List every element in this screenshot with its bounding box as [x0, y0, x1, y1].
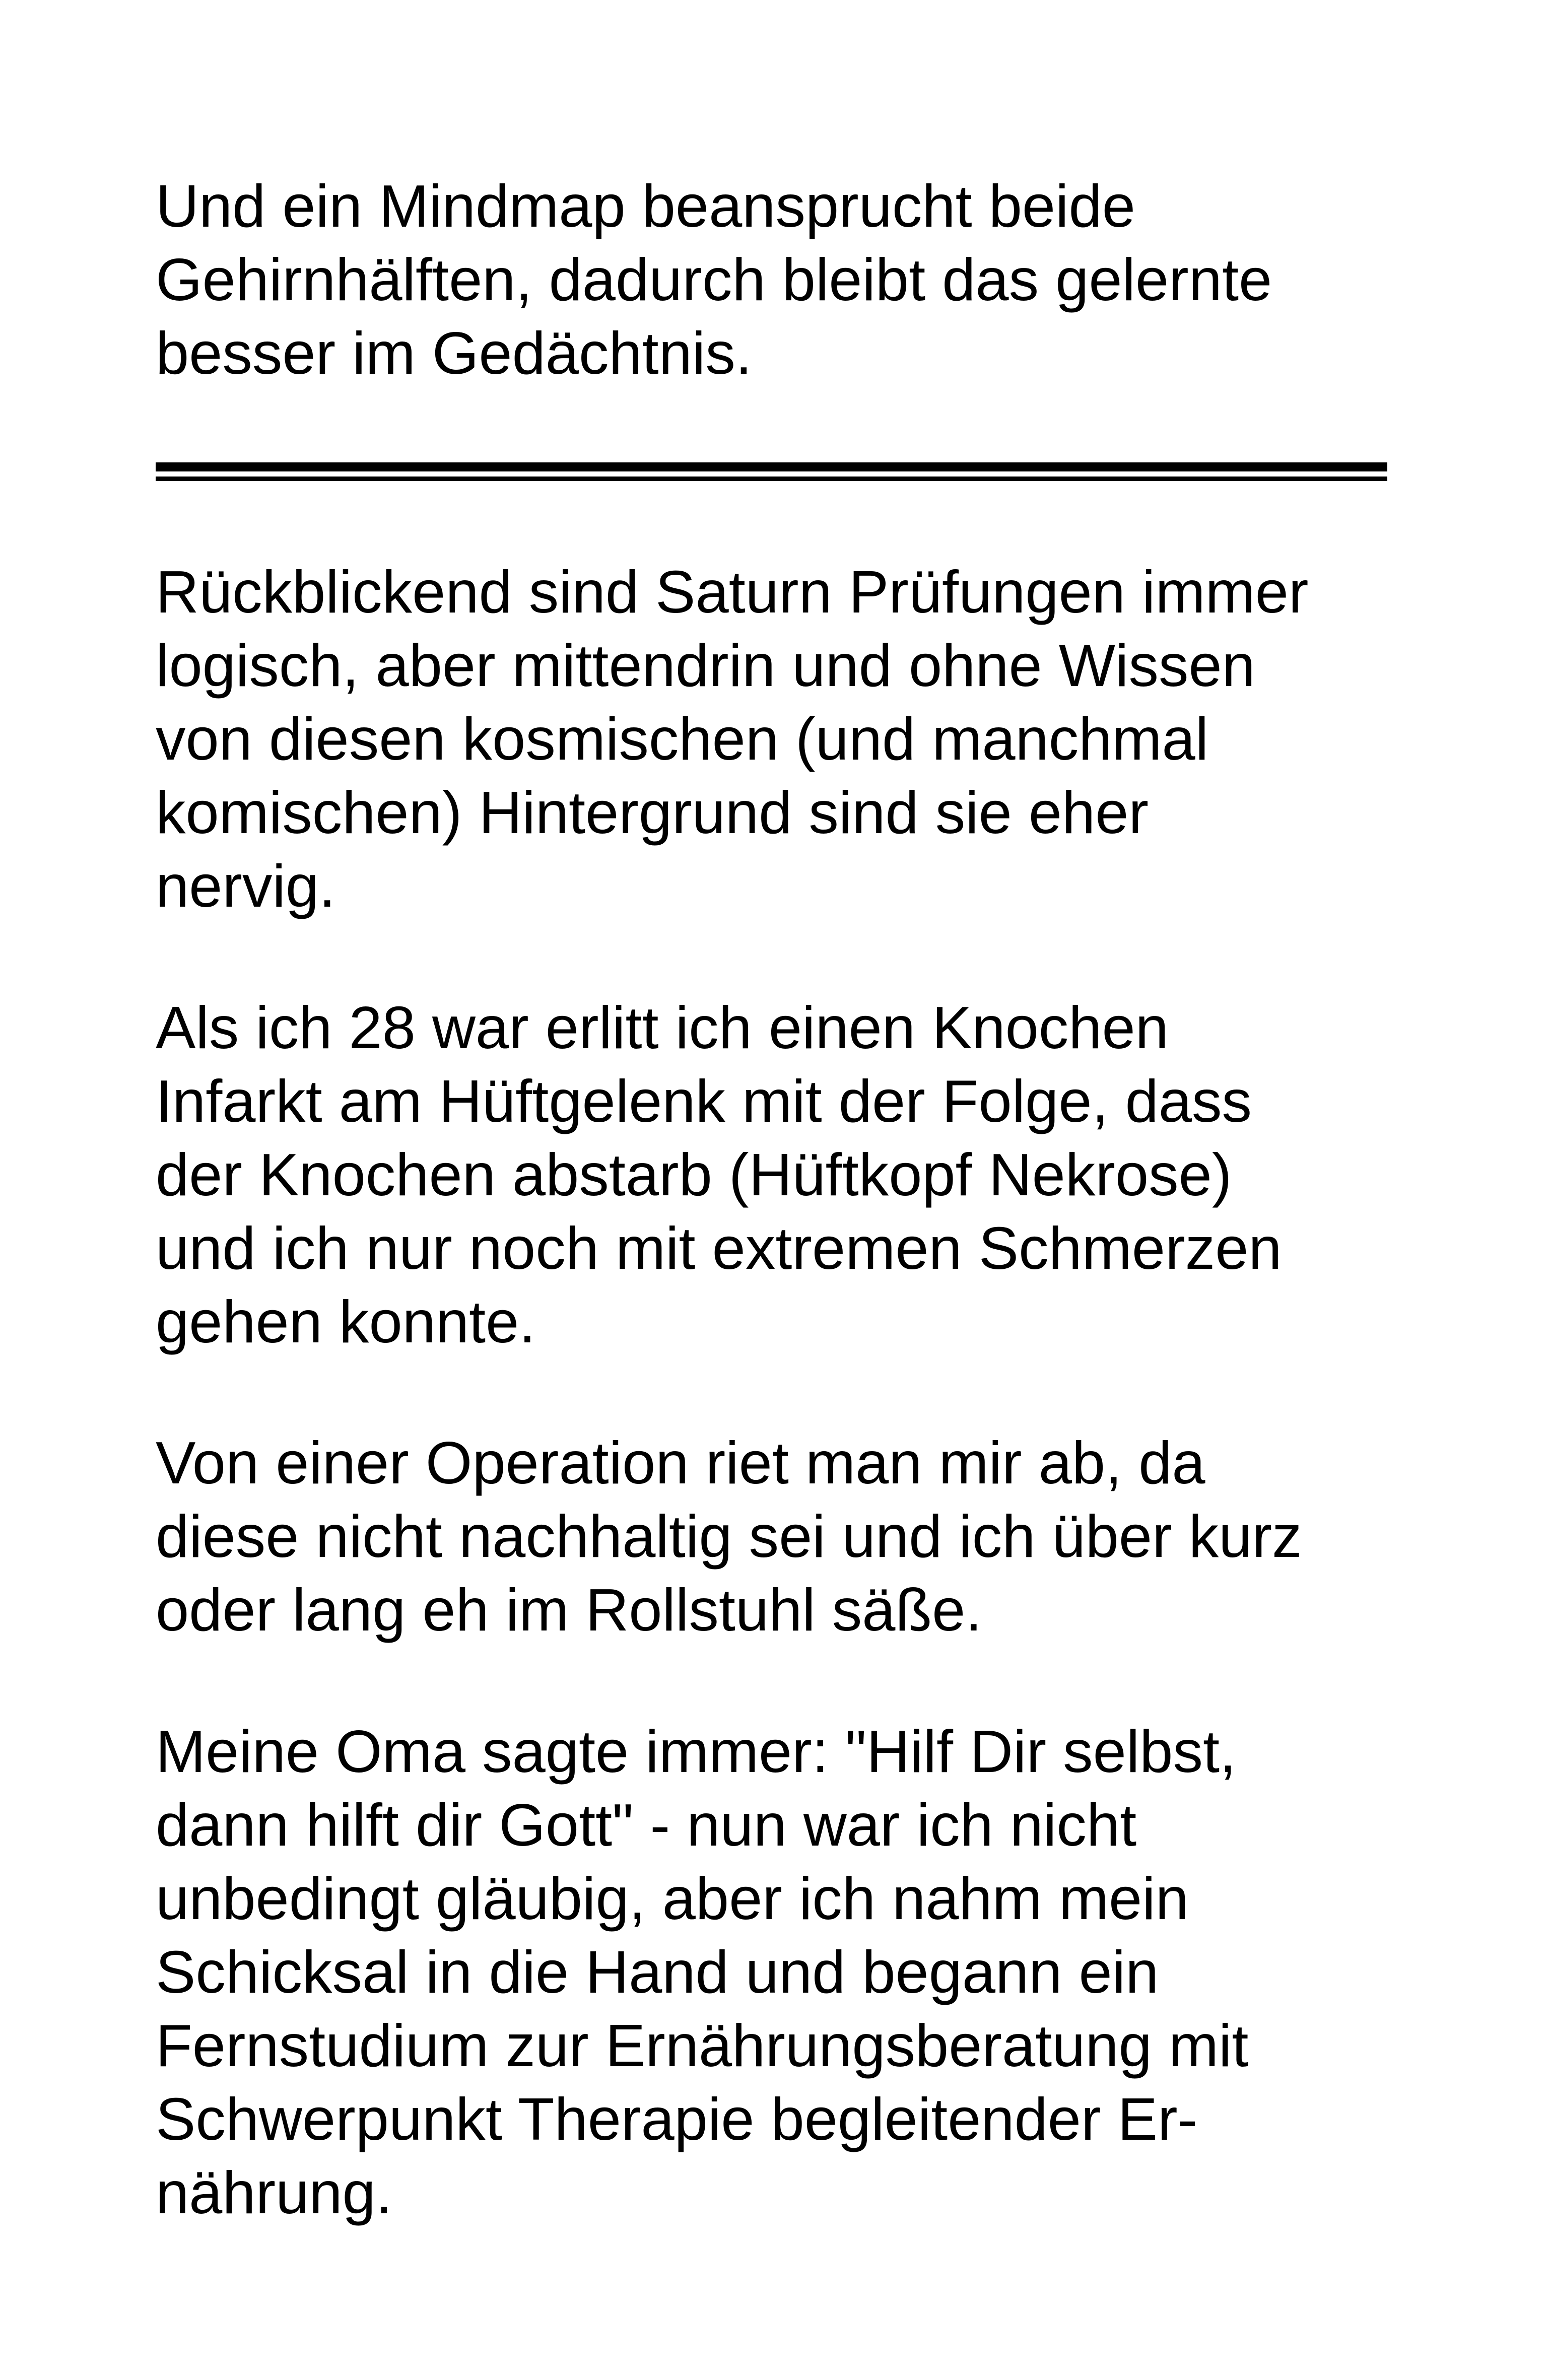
divider-thin-line: [156, 477, 1387, 481]
paragraph-mindmap: [156, 170, 1390, 390]
text-line: dann hilft dir Gott" - nun war ich nicht: [156, 1792, 1137, 1859]
text-line: Meine Oma sagte immer: "Hilf Dir selbst,: [156, 1718, 1237, 1785]
paragraph-hip-infarct: [156, 991, 1390, 1359]
text-line: von diesen kosmischen (und manchmal: [156, 706, 1209, 773]
text-line: diese nicht nachhaltig sei und ich über kurz: [156, 1503, 1302, 1570]
text-line: Schicksal in die Hand und begann ein: [156, 1939, 1159, 2006]
text-line: und ich nur noch mit extremen Schmerzen: [156, 1215, 1282, 1282]
text-line: nährung.: [156, 2159, 392, 2226]
text-line: Gehirnhälften, dadurch bleibt das gelernte: [156, 246, 1272, 313]
text-line: Von einer Operation riet man mir ab, da: [156, 1430, 1205, 1497]
paragraph-oma: [156, 1715, 1390, 2230]
text-line: komischen) Hintergrund sind sie eher: [156, 779, 1149, 846]
text-line: Rückblickend sind Saturn Prüfungen immer: [156, 559, 1309, 626]
text-line: unbedingt gläubig, aber ich nahm mein: [156, 1865, 1189, 1932]
paragraph-operation: [156, 1426, 1390, 1647]
text-line: Infarkt am Hüftgelenk mit der Folge, dass: [156, 1068, 1252, 1135]
text-line: oder lang eh im Rollstuhl säße.: [156, 1577, 982, 1644]
text-line: logisch, aber mittendrin und ohne Wissen: [156, 632, 1255, 699]
divider-thick-line: [156, 462, 1387, 471]
text-line: Und ein Mindmap beansprucht beide: [156, 173, 1135, 240]
paragraph-saturn: [156, 556, 1390, 923]
text-line: nervig.: [156, 853, 336, 920]
text-line: Schwerpunkt Therapie begleitender Er-: [156, 2086, 1198, 2153]
text-line: der Knochen abstarb (Hüftkopf Nekrose): [156, 1141, 1232, 1208]
text-line: gehen konnte.: [156, 1288, 536, 1355]
text-line: Fernstudium zur Ernährungsberatung mit: [156, 2012, 1249, 2079]
section-divider: [156, 462, 1387, 482]
text-line: Als ich 28 war erlitt ich einen Knochen: [156, 994, 1169, 1061]
text-line: besser im Gedächtnis.: [156, 320, 752, 387]
